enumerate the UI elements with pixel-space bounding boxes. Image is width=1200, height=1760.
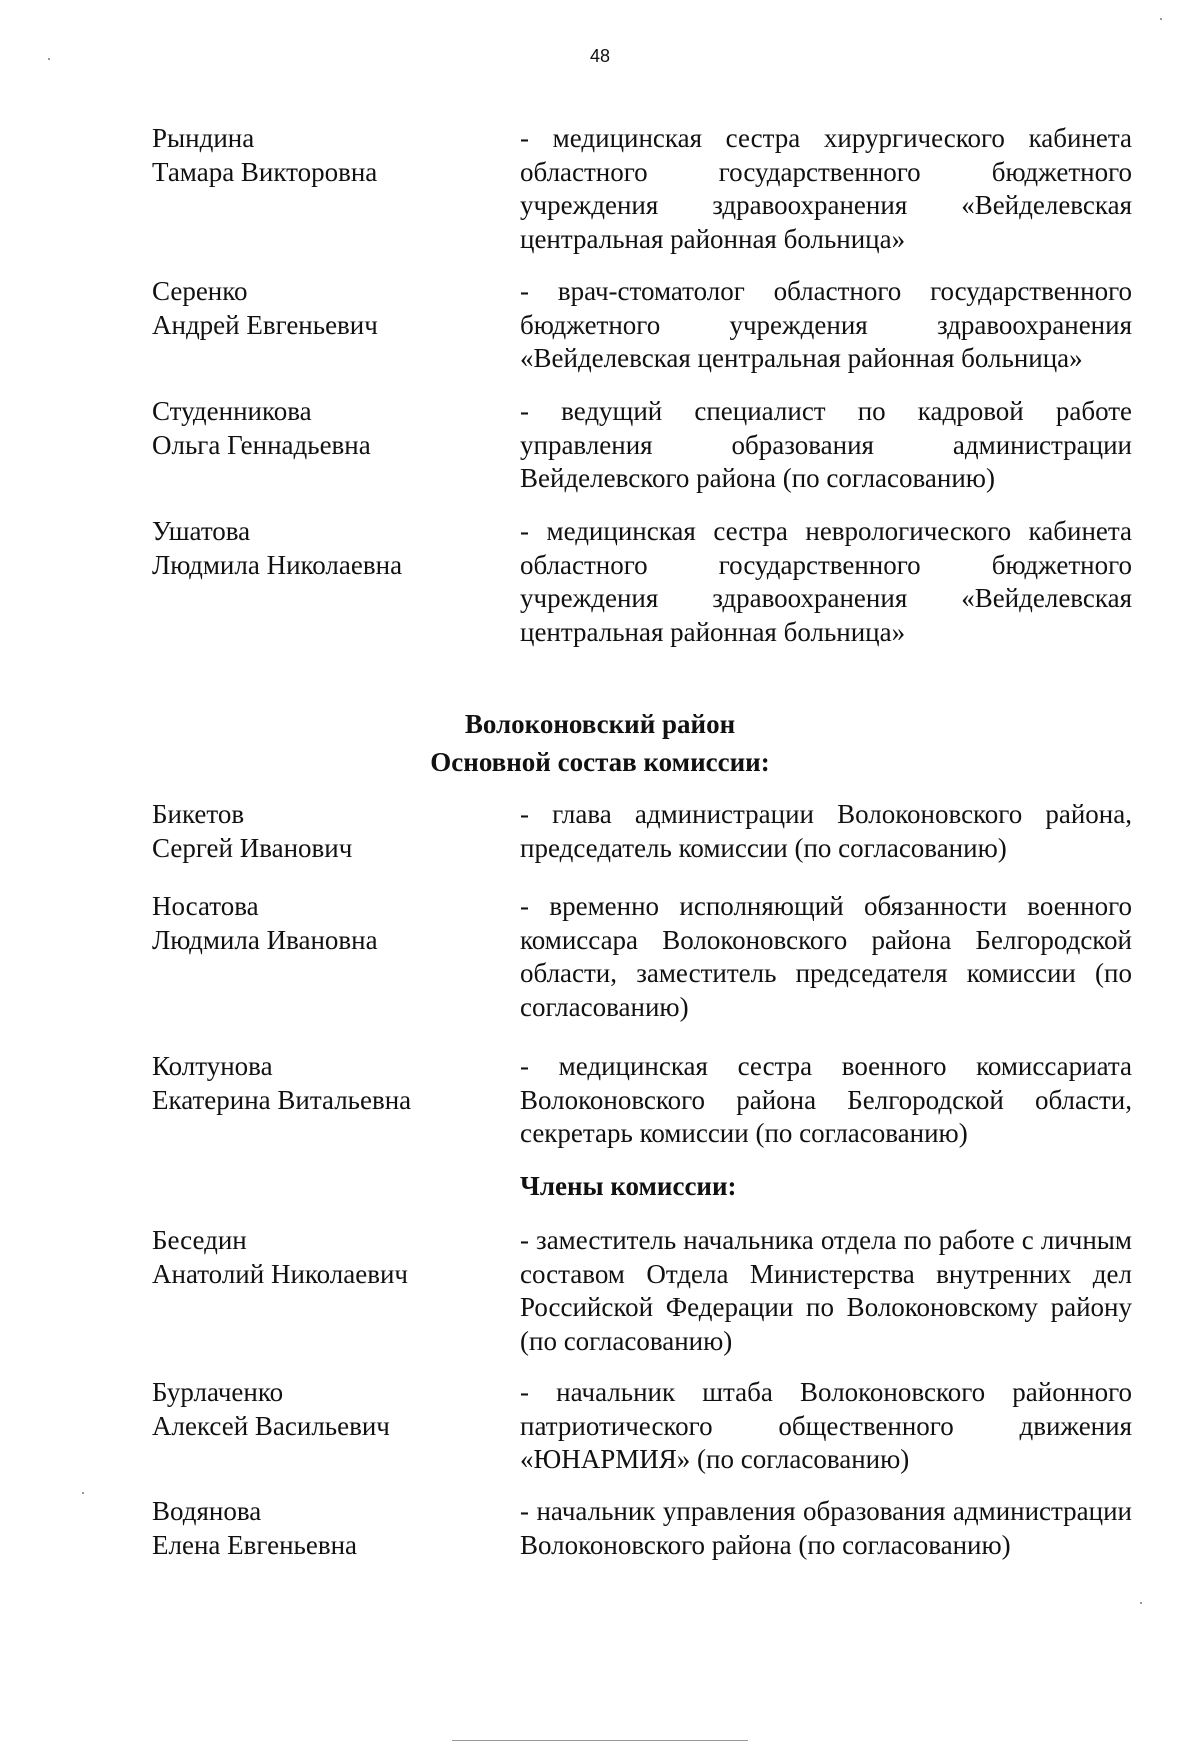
member-role: - временно исполняющий обязанности военного комиссара Волоконовского района Белгородской области, заместитель председателя комиссии (по согласованию)	[520, 891, 1132, 1022]
member-role: - ведущий специалист по кадровой работе управления образования администрации Вейделевского района (по согласованию)	[520, 396, 1132, 494]
member-name	[152, 1050, 492, 1117]
member-role: - начальник управления образования администрации Волоконовского района (по согласованию)	[520, 1496, 1132, 1560]
member-role: - медицинская сестра неврологического кабинета областного государственного бюджетного учреждения здравоохранения «Вейделевская центральная районная больница»	[520, 516, 1132, 647]
member-surname: Водянова	[152, 1496, 262, 1526]
member-name	[152, 515, 492, 582]
member-given-names: Екатерина Витальевна	[152, 1084, 412, 1115]
member-name	[152, 890, 492, 957]
member-role: - глава администрации Волоконовского района, председатель комиссии (по согласованию)	[520, 799, 1132, 863]
member-name	[152, 122, 492, 189]
member-surname: Беседин	[152, 1225, 247, 1255]
member-given-names: Ольга Геннадьевна	[152, 429, 371, 460]
member-given-names: Анатолий Николаевич	[152, 1258, 408, 1289]
member-name	[152, 1495, 492, 1562]
member-name	[152, 1376, 492, 1443]
member-name	[152, 798, 492, 865]
member-name	[152, 275, 492, 342]
member-role: - заместитель начальника отдела по работе с личным составом Отдела Министерства внутренних дел Российской Федерации по Волоконовскому району (по согласованию)	[520, 1225, 1132, 1356]
main-composition-heading: Основной состав комиссии:	[430, 747, 770, 777]
member-surname: Колтунова	[152, 1051, 273, 1081]
member-given-names: Людмила Николаевна	[152, 549, 403, 580]
member-surname: Бикетов	[152, 799, 245, 829]
member-surname: Ушатова	[152, 516, 251, 546]
scan-speck	[1160, 18, 1162, 20]
page-number: 48	[589, 46, 611, 66]
member-surname: Серенко	[152, 276, 248, 306]
member-role: - медицинская сестра хирургического кабинета областного государственного бюджетного учреждения здравоохранения «Вейделевская центральная районная больница»	[520, 123, 1132, 254]
scan-speck	[82, 1492, 84, 1494]
member-role: - начальник штаба Волоконовского районного патриотического общественного движения «ЮНАРМИЯ» (по согласованию)	[520, 1377, 1132, 1475]
scan-speck	[1140, 1602, 1142, 1604]
member-role: - врач-стоматолог областного государственного бюджетного учреждения здравоохранения «Вейделевская центральная районная больница»	[520, 276, 1132, 374]
district-heading: Волоконовский район	[464, 709, 736, 739]
members-heading: Члены комиссии:	[520, 1171, 737, 1201]
member-name	[152, 395, 492, 462]
member-surname: Рындина	[152, 123, 255, 153]
member-name	[152, 1224, 492, 1291]
member-surname: Студенникова	[152, 396, 312, 426]
member-role: - медицинская сестра военного комиссариата Волоконовского района Белгородской области, секретарь комиссии (по согласованию)	[520, 1051, 1132, 1149]
scan-speck	[48, 58, 50, 60]
member-given-names: Тамара Викторовна	[152, 156, 378, 187]
member-given-names: Людмила Ивановна	[152, 924, 378, 955]
member-given-names: Елена Евгеньевна	[152, 1529, 358, 1560]
member-surname: Носатова	[152, 891, 259, 921]
member-given-names: Алексей Васильевич	[152, 1410, 390, 1441]
member-surname: Бурлаченко	[152, 1377, 284, 1407]
scan-edge-line	[452, 1740, 748, 1741]
member-given-names: Сергей Иванович	[152, 832, 353, 863]
member-given-names: Андрей Евгеньевич	[152, 309, 378, 340]
